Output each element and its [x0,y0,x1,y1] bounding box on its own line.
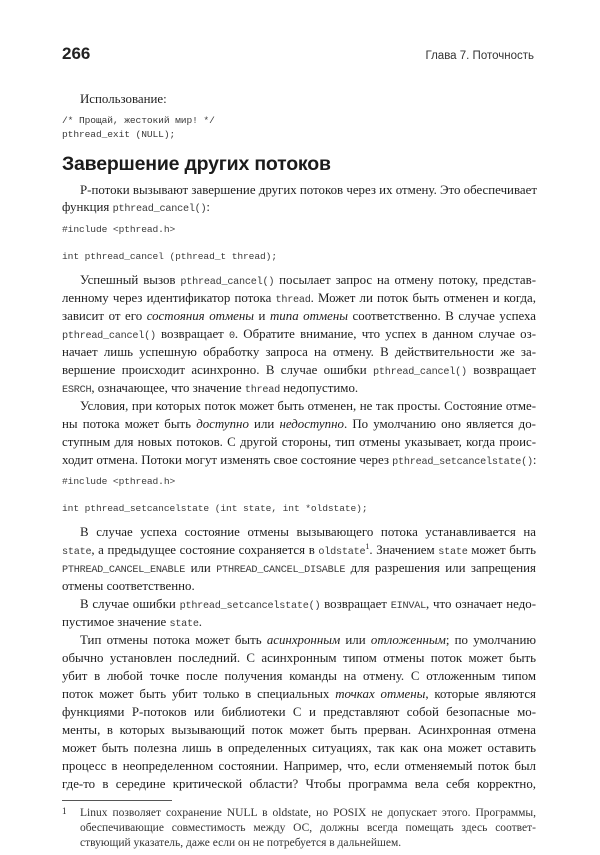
inline-code: EINVAL [390,601,426,612]
paragraph-line: P-потоки вызывают завершение других потоков через их отмену. Это обеспечивает [80,183,537,197]
paragraph-line: вершение происходит асинхронно. В случае ошибки pthread_cancel() возвращает [62,363,536,378]
code-exit-line: pthread_exit (NULL); [62,129,176,140]
paragraph-line: ступным для новых потоков. С другой стороны, тип отмены указывает, когда проис- [62,435,536,449]
paragraph-line: функциями P-потоков или библиотеки C и представляют собой безопасные мо- [62,705,536,719]
paragraph-line: где-то в середине критической области? Чтобы программа вела себя корректно, [62,777,536,791]
inline-code: state [62,547,92,558]
code-comment-line: /* Прощай, жестокий мир! */ [62,115,215,126]
footnote-ref: 1 [365,542,370,551]
code-include: #include <pthread.h> [62,224,176,235]
paragraph-line: PTHREAD_CANCEL_ENABLE или PTHREAD_CANCEL_DISABLE для разрешения или запрещения [62,561,536,576]
paragraph-line: поток может быть убит только в специальных точках отмены, которые являются [62,687,536,701]
inline-code: state [438,547,468,558]
code-signature: int pthread_setcancelstate (int state, int *oldstate); [62,503,368,514]
paragraph-line: ходит отмена. Потоки могут изменять свое состояние через pthread_setcancelstate(): [62,453,537,468]
paragraph-line: убит в любой точке после получения команды на отмену. С отложенным типом [62,669,536,683]
paragraph-line: state, а предыдущее состояние сохраняется в oldstate$^1$. Значением state может быть [62,542,536,558]
paragraph-line: Успешный вызов pthread_cancel() посылает запрос на отмену потоку, представ- [80,273,537,288]
inline-code: pthread_cancel() [180,277,275,288]
code-include: #include <pthread.h> [62,476,176,487]
footnote-line: обеспечивающие совместимость между ОС, должны всегда помещать здесь соответ- [80,822,536,834]
paragraph-line: менты, в которых вызывающий поток может быть прерван. Асинхронная отмена [62,723,536,737]
inline-code: pthread_cancel() [62,331,156,342]
page-number: 266 [62,44,91,63]
inline-code: 0 [229,331,235,342]
paragraph-line: отмены соответственно. [62,579,195,593]
inline-code: pthread_setcancelstate() [392,457,533,468]
paragraph-line: ны потока может быть доступно или недоступно. По умолчанию оно является до- [62,417,536,431]
paragraph-line: Условия, при которых поток может быть отменен, не так просты. Состояние отме- [80,399,536,413]
paragraph-line: процесс в неопределенном состоянии. Например, что, если отменяемый поток был [62,759,536,773]
section-title: Завершение других потоков [62,153,331,175]
paragraph-line: функция pthread_cancel(): [62,200,211,215]
paragraph-line: ленному через идентификатор потока thread. Может ли поток быть отменен и когда, [62,291,536,306]
footnote-number: 1 [62,806,67,816]
paragraph-line: В случае успеха состояние отмены вызывающего потока устанавливается на [80,525,536,539]
paragraph-line: В случае ошибки pthread_setcancelstate() возвращает EINVAL, что означает недо- [80,597,537,612]
inline-code: thread [275,295,311,306]
inline-code: pthread_cancel() [112,204,207,215]
code-signature: int pthread_cancel (pthread_t thread); [62,251,277,262]
paragraph-line: пустимое значение state. [62,615,203,630]
inline-code: oldstate [318,547,366,558]
paragraph-line: ESRCH, означающее, что значение thread недопустимо. [62,381,359,396]
paragraph-line: может быть полезна лишь в определенных ситуациях, так как она может оставить [62,741,536,755]
footnote-line: ствующий указатель, даже если он не потребуется в дальнейшем. [80,837,402,849]
inline-code: thread [244,385,281,396]
inline-code: pthread_setcancelstate() [179,601,321,612]
usage-label: Использование: [80,92,167,106]
chapter-header: Глава 7. Поточность [425,50,534,62]
inline-code: pthread_cancel() [373,367,467,378]
paragraph-line: обычно установлен последний. С асинхронным типом отмены поток может быть [62,651,536,665]
footnote-line: Linux позволяет сохранение NULL в oldstate, но POSIX не допускает этого. Программы, [80,807,536,819]
paragraph-line: Тип отмены потока может быть асинхронным или отложенным; по умолчанию [80,633,536,647]
inline-code: PTHREAD_CANCEL_DISABLE [216,565,346,576]
paragraph-line: начает лишь успешную обработку запроса на отмену. В действительности же за- [62,345,536,359]
footnote-rule [62,800,172,801]
inline-code: state [169,619,199,630]
inline-code: ESRCH [62,385,92,396]
paragraph-line: зависит от его состояния отмены и типа отмены соответственно. В случае успеха [62,309,537,323]
inline-code: PTHREAD_CANCEL_ENABLE [62,565,186,576]
paragraph-line: pthread_cancel() возвращает 0. Обратите внимание, что успех в данном случае оз- [62,327,536,342]
